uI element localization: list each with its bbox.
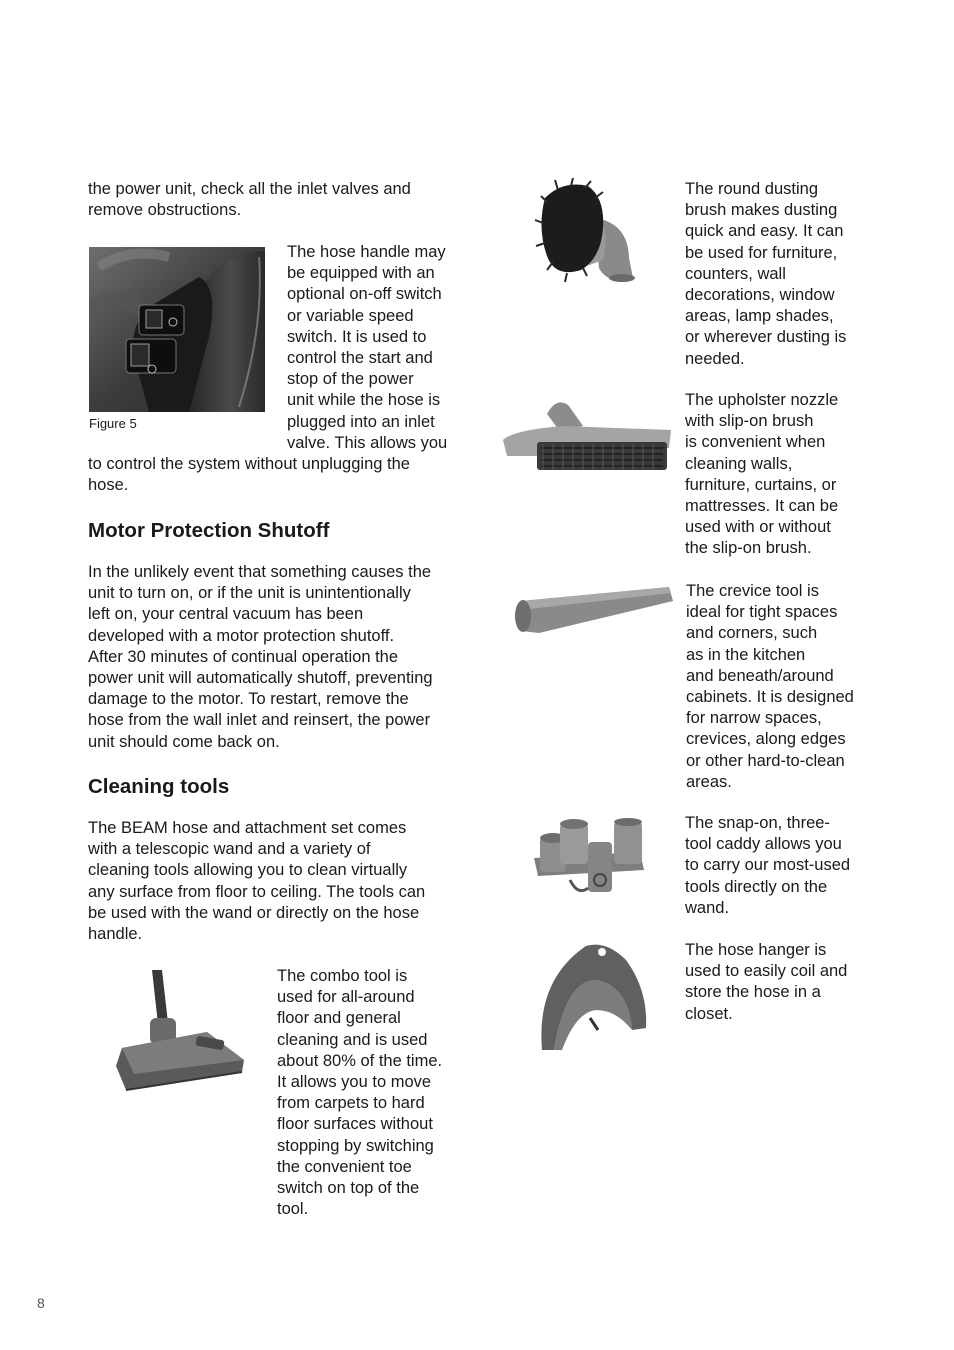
page-number: 8	[37, 1295, 45, 1311]
tool-caddy-paragraph: The snap-on, three- tool caddy allows you to carry our most-used tools directly on the wand.	[685, 814, 851, 917]
hose-hanger-image	[536, 940, 648, 1054]
upholster-nozzle-image	[503, 396, 673, 480]
combo-tool-paragraph: The combo tool is used for all-around floor and general cleaning and is used about 80% of the time. It allows you to move from carpets to hard floor surfaces without stopping by switching the convenient toe switch on top of the tool.	[277, 967, 443, 1219]
upholster-nozzle-paragraph: The upholster nozzle with slip-on brush is convenient when cleaning walls, furniture, curtains, or mattresses. It can be used with or without the slip-on brush.	[685, 391, 839, 558]
tool-caddy-image	[530, 818, 648, 904]
motor-protection-heading: Motor Protection Shutoff	[88, 519, 330, 542]
hose-handle-continuation: to control the system without unplugging the hose.	[88, 455, 410, 495]
cleaning-tools-paragraph: The BEAM hose and attachment set comes with a telescopic wand and a variety of cleaning tools allowing you to clean virtually any surface from floor to ceiling. The tools can be used with the wand or directly on the hose handle.	[88, 819, 426, 944]
combo-tool-image	[112, 968, 248, 1092]
crevice-tool-paragraph: The crevice tool is ideal for tight spaces and corners, such as in the kitchen and beneath/around cabinets. It is designed for narrow spaces, crevices, along edges or other hard-to-clean areas.	[686, 582, 854, 791]
round-dusting-brush-paragraph: The round dusting brush makes dusting quick and easy. It can be used for furniture, counters, wall decorations, window areas, lamp shades, or wherever dusting is needed.	[685, 180, 847, 368]
motor-protection-paragraph: In the unlikely event that something causes the unit to turn on, or if the unit is unintentionally left on, your central vacuum has been developed with a motor protection shutoff. After 30 minutes of continual operation the power unit will automatically shutoff, preventing damage to the motor. To restart, remove the hose from the wall inlet and reinsert, the power unit should come back on.	[88, 563, 433, 751]
cleaning-tools-heading: Cleaning tools	[88, 775, 230, 798]
round-dusting-brush-image	[533, 178, 643, 306]
intro-paragraph: the power unit, check all the inlet valves and remove obstructions.	[88, 180, 411, 220]
figure-caption: Figure 5	[89, 416, 137, 431]
hose-handle-paragraph: The hose handle may be equipped with an optional on-off switch or variable speed switch. It is used to control the start and stop of the power unit while the hose is plugged into an inlet valve. This allows you	[287, 243, 448, 452]
crevice-tool-image	[509, 585, 675, 639]
hose-hanger-paragraph: The hose hanger is used to easily coil and store the hose in a closet.	[685, 941, 848, 1023]
hose-handle-photo	[89, 247, 265, 412]
